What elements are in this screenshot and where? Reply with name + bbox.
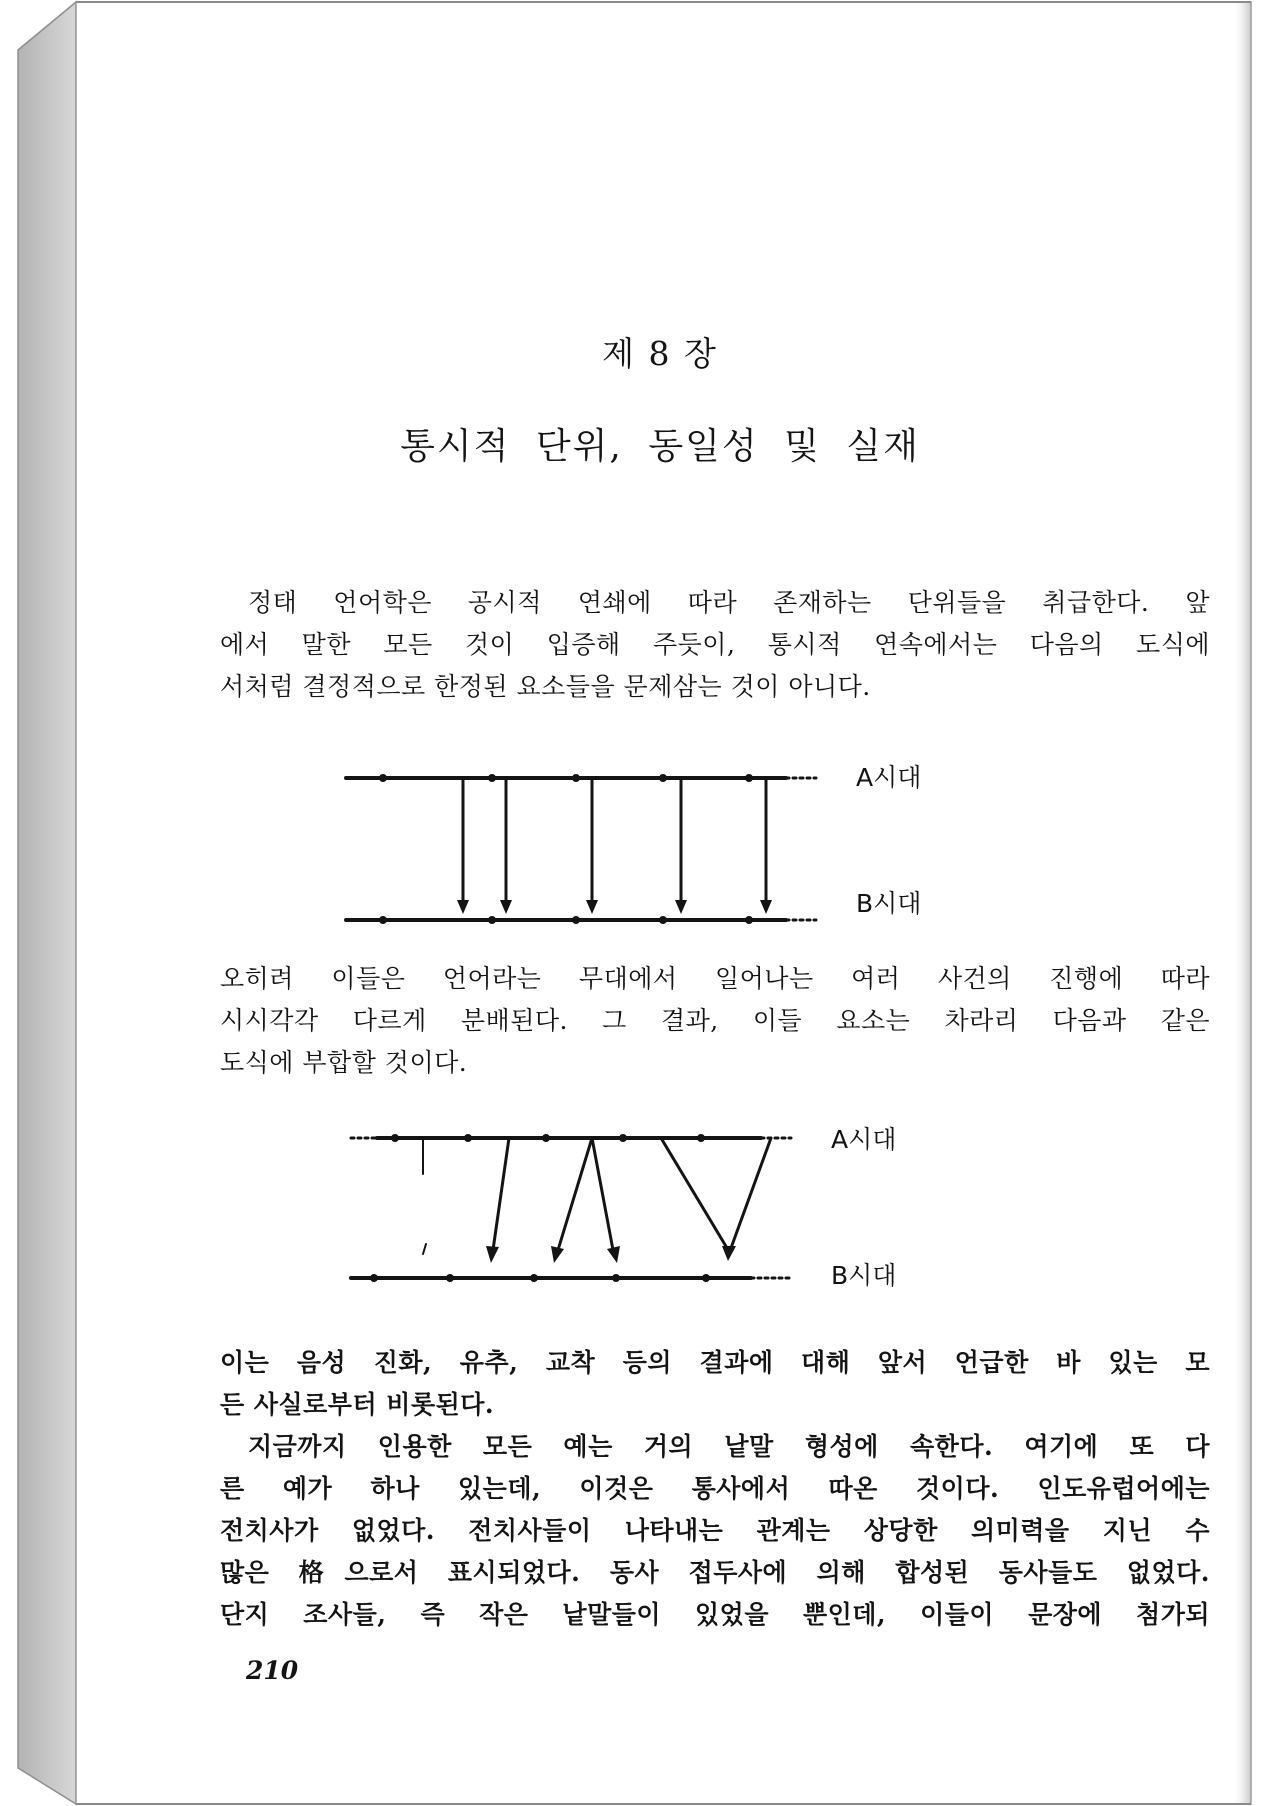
paragraph-3-line: 이는 음성 진화, 유추, 교착 등의 결과에 대해 앞서 언급한 바 있는 모 [220, 1348, 1210, 1377]
paragraph-4 [220, 1426, 1210, 1636]
paragraph-4-line: 른 예가 하나 있는데, 이것은 통사에서 따온 것이다. 인도유럽어에는 [220, 1474, 1210, 1503]
paragraph-3 [220, 1342, 1210, 1426]
paragraph-4-line: 단지 조사들, 즉 작은 낱말들이 있었을 뿐인데, 이들이 문장에 첨가되 [220, 1600, 1210, 1629]
book-page [76, 0, 1244, 1806]
paragraph-2 [220, 958, 1210, 1084]
chapter-number: 제 8 장 [602, 334, 718, 373]
paragraph-3-line: 든 사실로부터 비롯된다. [220, 1390, 495, 1419]
diagram-fixed-units [346, 752, 922, 932]
diagram-shifting-units [351, 1116, 911, 1296]
paragraph-2-line: 도식에 부합할 것이다. [220, 1048, 468, 1077]
diagram-1-label-top: A시대 [856, 763, 922, 792]
chapter-title: 통시적 단위, 동일성 및 실재 [400, 426, 920, 467]
diagram-2-label-bottom: B시대 [831, 1261, 897, 1290]
diagram-1-label-bottom: B시대 [856, 889, 922, 918]
paragraph-1-line: 에서 말한 모든 것이 입증해 주듯이, 통시적 연속에서는 다음의 도식에 [220, 630, 1210, 659]
paragraph-1-line: 정태 언어학은 공시적 연쇄에 따라 존재하는 단위들을 취급한다. 앞 [248, 588, 1210, 617]
paragraph-4-line: 많은 格으로서 표시되었다. 동사 접두사에 의해 합성된 동사들도 없었다. [220, 1558, 1210, 1587]
paragraph-2-line: 시시각각 다르게 분배된다. 그 결과, 이들 요소는 차라리 다음과 같은 [220, 1006, 1210, 1035]
paragraph-1-line: 서처럼 결정적으로 한정된 요소들을 문제삼는 것이 아니다. [220, 672, 871, 701]
paragraph-2-line: 오히려 이들은 언어라는 무대에서 일어나는 여러 사건의 진행에 따라 [220, 964, 1210, 993]
paragraph-4-line: 전치사가 없었다. 전치사들이 나타내는 관계는 상당한 의미력을 지닌 수 [220, 1516, 1210, 1545]
diagram-2-label-top: A시대 [831, 1125, 897, 1154]
paragraph-4-line: 지금까지 인용한 모든 예는 거의 낱말 형성에 속한다. 여기에 또 다 [248, 1432, 1210, 1461]
paragraph-1 [220, 582, 1210, 708]
page-number: 210 [246, 1656, 299, 1685]
